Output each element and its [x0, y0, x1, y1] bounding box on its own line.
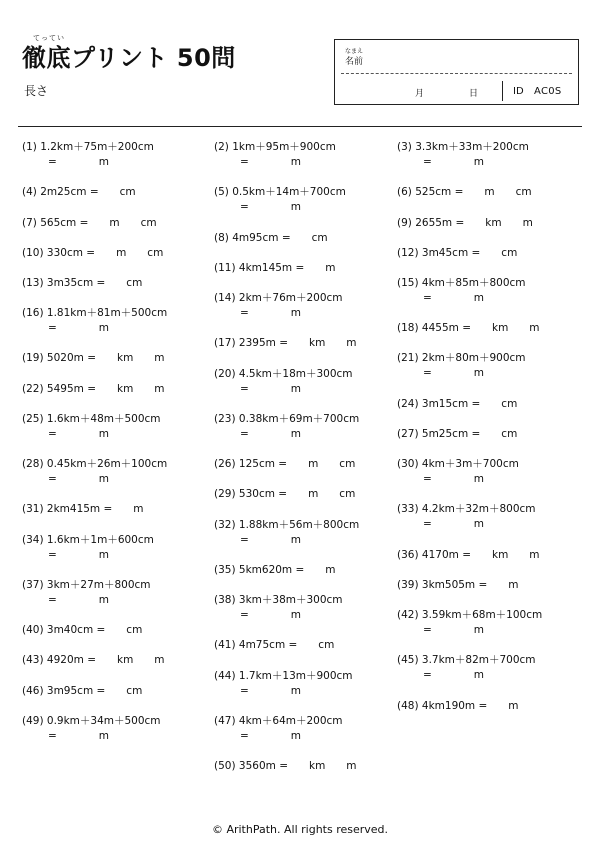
- problem-number: (25): [22, 412, 44, 425]
- problem-expression: 330cm = m cm: [43, 246, 164, 259]
- name-furigana: なまえ: [345, 48, 364, 55]
- problem-number: (6): [397, 186, 412, 199]
- problem-expression: 4km145m = m: [235, 261, 336, 274]
- problem-number: (22): [22, 382, 44, 395]
- problem-item: [397, 246, 517, 261]
- problem-item: [22, 457, 167, 487]
- page-title: 徹底プリント 50問: [22, 44, 236, 72]
- problem-expression: 4m75cm = cm: [235, 639, 335, 652]
- problem-item: [22, 216, 157, 231]
- problem-item: [397, 457, 519, 487]
- answer-line: = m: [48, 593, 110, 606]
- problem-number: (34): [22, 533, 44, 546]
- problem-number: (27): [397, 427, 419, 440]
- problem-expression: 2km415m = m: [43, 503, 144, 516]
- problem-item: [397, 699, 519, 714]
- problem-number: (19): [22, 352, 44, 365]
- problem-item: [214, 457, 355, 472]
- problem-item: [22, 412, 161, 442]
- month-label: 月: [415, 89, 425, 99]
- problem-expression: 4m95cm = cm: [228, 231, 328, 244]
- problem-expression: 2km＋80m＋900cm: [418, 352, 526, 365]
- problem-number: (24): [397, 397, 419, 410]
- problem-number: (1): [22, 141, 37, 153]
- problem-item: [22, 140, 154, 170]
- problem-expression: 3m15cm = cm: [418, 397, 518, 410]
- problem-item: [397, 185, 532, 200]
- problem-item: [22, 306, 167, 336]
- answer-line: = m: [240, 533, 302, 546]
- problem-expression: 5020m = km m: [43, 352, 165, 365]
- problem-item: [214, 367, 353, 397]
- problem-item: [397, 427, 517, 442]
- problem-item: [397, 140, 529, 170]
- problem-number: (33): [397, 503, 419, 516]
- answer-line: = m: [423, 473, 485, 486]
- problem-expression: 525cm = m cm: [411, 186, 532, 199]
- problem-expression: 1.7km＋13m＋900cm: [235, 669, 353, 682]
- problem-item: [22, 653, 165, 668]
- problem-item: [214, 291, 343, 321]
- problem-expression: 3km505m = m: [418, 578, 519, 591]
- problem-number: (50): [214, 760, 236, 773]
- title-furigana: てってい: [33, 34, 65, 42]
- problem-number: (15): [397, 276, 419, 289]
- problem-item: [22, 351, 165, 366]
- problem-expression: 4.2km＋32m＋800cm: [418, 503, 536, 516]
- problem-item: [22, 502, 144, 517]
- answer-line: = m: [423, 291, 485, 304]
- problem-expression: 5495m = km m: [43, 382, 165, 395]
- problem-expression: 125cm = m cm: [235, 458, 356, 471]
- problem-expression: 4170m = km m: [418, 548, 540, 561]
- problem-item: [397, 548, 540, 563]
- worksheet-header: [0, 0, 600, 130]
- problem-number: (49): [22, 714, 44, 727]
- problem-item: [397, 216, 533, 231]
- problem-number: (32): [214, 518, 236, 531]
- problem-number: (9): [397, 216, 412, 229]
- answer-line: = m: [240, 609, 302, 621]
- problem-item: [214, 714, 343, 744]
- answer-line: = m: [423, 367, 485, 380]
- problem-expression: 2km＋76m＋200cm: [235, 292, 343, 304]
- answer-line: = m: [423, 669, 485, 682]
- problem-expression: 1.81km＋81m＋500cm: [43, 307, 168, 320]
- copyright-footer: © ArithPath. All rights reserved.: [211, 823, 389, 836]
- answer-line: = m: [240, 201, 302, 214]
- problem-number: (36): [397, 548, 419, 561]
- problem-item: [397, 653, 536, 683]
- problem-number: (11): [214, 261, 236, 274]
- problem-expression: 5m25cm = cm: [418, 427, 518, 440]
- problem-expression: 3.3km＋33m＋200cm: [411, 141, 529, 153]
- problem-expression: 3560m = km m: [235, 760, 357, 773]
- problem-number: (20): [214, 367, 236, 380]
- problem-expression: 4.5km＋18m＋300cm: [235, 367, 353, 380]
- problem-expression: 1.6km＋48m＋500cm: [43, 412, 161, 425]
- problem-number: (26): [214, 458, 236, 471]
- problem-expression: 3m35cm = cm: [43, 276, 143, 289]
- id-separator: [502, 81, 503, 101]
- problem-number: (21): [397, 352, 419, 365]
- problem-number: (13): [22, 276, 44, 289]
- problem-number: (3): [397, 141, 412, 153]
- answer-line: = m: [423, 624, 485, 637]
- problem-item: [214, 140, 336, 170]
- problem-item: [214, 669, 353, 699]
- problem-expression: 3km＋27m＋800cm: [43, 578, 151, 591]
- answer-line: = m: [48, 156, 110, 168]
- problem-number: (41): [214, 639, 236, 652]
- problem-expression: 2655m = km m: [411, 216, 533, 229]
- problem-item: [214, 563, 336, 578]
- problem-number: (48): [397, 699, 419, 712]
- problem-item: [22, 382, 165, 397]
- answer-line: = m: [240, 729, 302, 742]
- problem-item: [22, 185, 136, 200]
- problem-item: [397, 502, 536, 532]
- problem-number: (7): [22, 216, 37, 229]
- problem-number: (16): [22, 307, 44, 320]
- problem-expression: 530cm = m cm: [235, 488, 356, 501]
- answer-line: = m: [240, 382, 302, 395]
- problem-number: (44): [214, 669, 236, 682]
- problem-item: [22, 276, 142, 291]
- problem-number: (45): [397, 654, 419, 667]
- problem-number: (43): [22, 654, 44, 667]
- problem-number: (46): [22, 684, 44, 697]
- problem-expression: 1.2km＋75m＋200cm: [36, 141, 154, 153]
- problem-item: [22, 578, 151, 608]
- problem-expression: 3.7km＋82m＋700cm: [418, 654, 536, 667]
- problem-expression: 3km＋38m＋300cm: [235, 594, 343, 606]
- problem-item: [22, 684, 142, 699]
- problem-expression: 2m25cm = cm: [36, 186, 136, 199]
- problem-item: [397, 608, 542, 638]
- problem-item: [397, 351, 526, 381]
- problem-expression: 0.45km＋26m＋100cm: [43, 458, 168, 471]
- problem-number: (23): [214, 412, 236, 425]
- problem-expression: 0.5km＋14m＋700cm: [228, 186, 346, 199]
- answer-line: = m: [240, 156, 302, 168]
- problem-item: [397, 397, 517, 412]
- problem-item: [22, 623, 142, 638]
- problem-item: [214, 487, 355, 502]
- problem-number: (40): [22, 624, 44, 637]
- problem-number: (12): [397, 246, 419, 259]
- problem-number: (28): [22, 458, 44, 471]
- problem-expression: 565cm = m cm: [36, 216, 157, 229]
- answer-line: = m: [48, 322, 110, 335]
- problem-item: [214, 231, 328, 246]
- problem-expression: 1km＋95m＋900cm: [228, 141, 336, 153]
- problem-item: [22, 714, 161, 744]
- problem-expression: 4920m = km m: [43, 654, 165, 667]
- answer-line: = m: [48, 473, 110, 486]
- problem-item: [22, 533, 154, 563]
- problem-item: [397, 578, 519, 593]
- problem-number: (8): [214, 231, 229, 244]
- problem-item: [214, 412, 359, 442]
- problem-number: (30): [397, 458, 419, 471]
- problem-item: [214, 638, 334, 653]
- problem-number: (14): [214, 292, 236, 304]
- header-divider: [18, 126, 582, 127]
- problem-number: (18): [397, 322, 419, 335]
- problem-item: [397, 276, 526, 306]
- problem-expression: 5km620m = m: [235, 563, 336, 576]
- problem-number: (37): [22, 578, 44, 591]
- problem-number: (47): [214, 714, 236, 727]
- problem-item: [214, 336, 357, 351]
- problem-item: [214, 759, 357, 774]
- answer-line: = m: [48, 427, 110, 440]
- answer-line: = m: [48, 548, 110, 561]
- problem-expression: 0.38km＋69m＋700cm: [235, 412, 360, 425]
- answer-line: = m: [48, 729, 110, 742]
- problem-item: [214, 593, 343, 623]
- id-value: AC0S: [534, 86, 562, 97]
- name-label: 名前: [345, 57, 364, 67]
- problem-expression: 4km＋85m＋800cm: [418, 276, 526, 289]
- problem-number: (5): [214, 186, 229, 199]
- problem-expression: 1.88km＋56m＋800cm: [235, 518, 360, 531]
- answer-line: = m: [240, 684, 302, 697]
- name-dashed-line: [341, 73, 572, 74]
- name-box: [334, 39, 579, 105]
- answer-line: = m: [240, 307, 302, 319]
- id-label: ID: [513, 86, 524, 97]
- problem-expression: 3m45cm = cm: [418, 246, 518, 259]
- problem-item: [22, 246, 163, 261]
- problem-number: (17): [214, 337, 236, 350]
- problem-item: [214, 185, 346, 215]
- problem-expression: 3.59km＋68m＋100cm: [418, 609, 543, 622]
- problem-expression: 4km190m = m: [418, 699, 519, 712]
- answer-line: = m: [240, 427, 302, 440]
- problem-item: [214, 261, 336, 276]
- problem-expression: 3m40cm = cm: [43, 624, 143, 637]
- problem-number: (4): [22, 186, 37, 199]
- problem-expression: 4km＋64m＋200cm: [235, 714, 343, 727]
- problem-item: [397, 321, 540, 336]
- problem-number: (31): [22, 503, 44, 516]
- problem-number: (10): [22, 246, 44, 259]
- day-label: 日: [469, 89, 479, 99]
- page-subtitle: 長さ: [24, 84, 49, 98]
- problem-expression: 2395m = km m: [235, 337, 357, 350]
- answer-line: = m: [423, 518, 485, 531]
- answer-line: = m: [423, 156, 485, 168]
- problem-expression: 4km＋3m＋700cm: [418, 458, 519, 471]
- problem-number: (29): [214, 488, 236, 501]
- problem-number: (39): [397, 578, 419, 591]
- problem-number: (2): [214, 141, 229, 153]
- problem-expression: 0.9km＋34m＋500cm: [43, 714, 161, 727]
- problem-expression: 1.6km＋1m＋600cm: [43, 533, 154, 546]
- problem-expression: 4455m = km m: [418, 322, 540, 335]
- problem-item: [214, 518, 359, 548]
- problem-expression: 3m95cm = cm: [43, 684, 143, 697]
- problem-number: (38): [214, 594, 236, 606]
- problem-number: (42): [397, 609, 419, 622]
- problem-number: (35): [214, 563, 236, 576]
